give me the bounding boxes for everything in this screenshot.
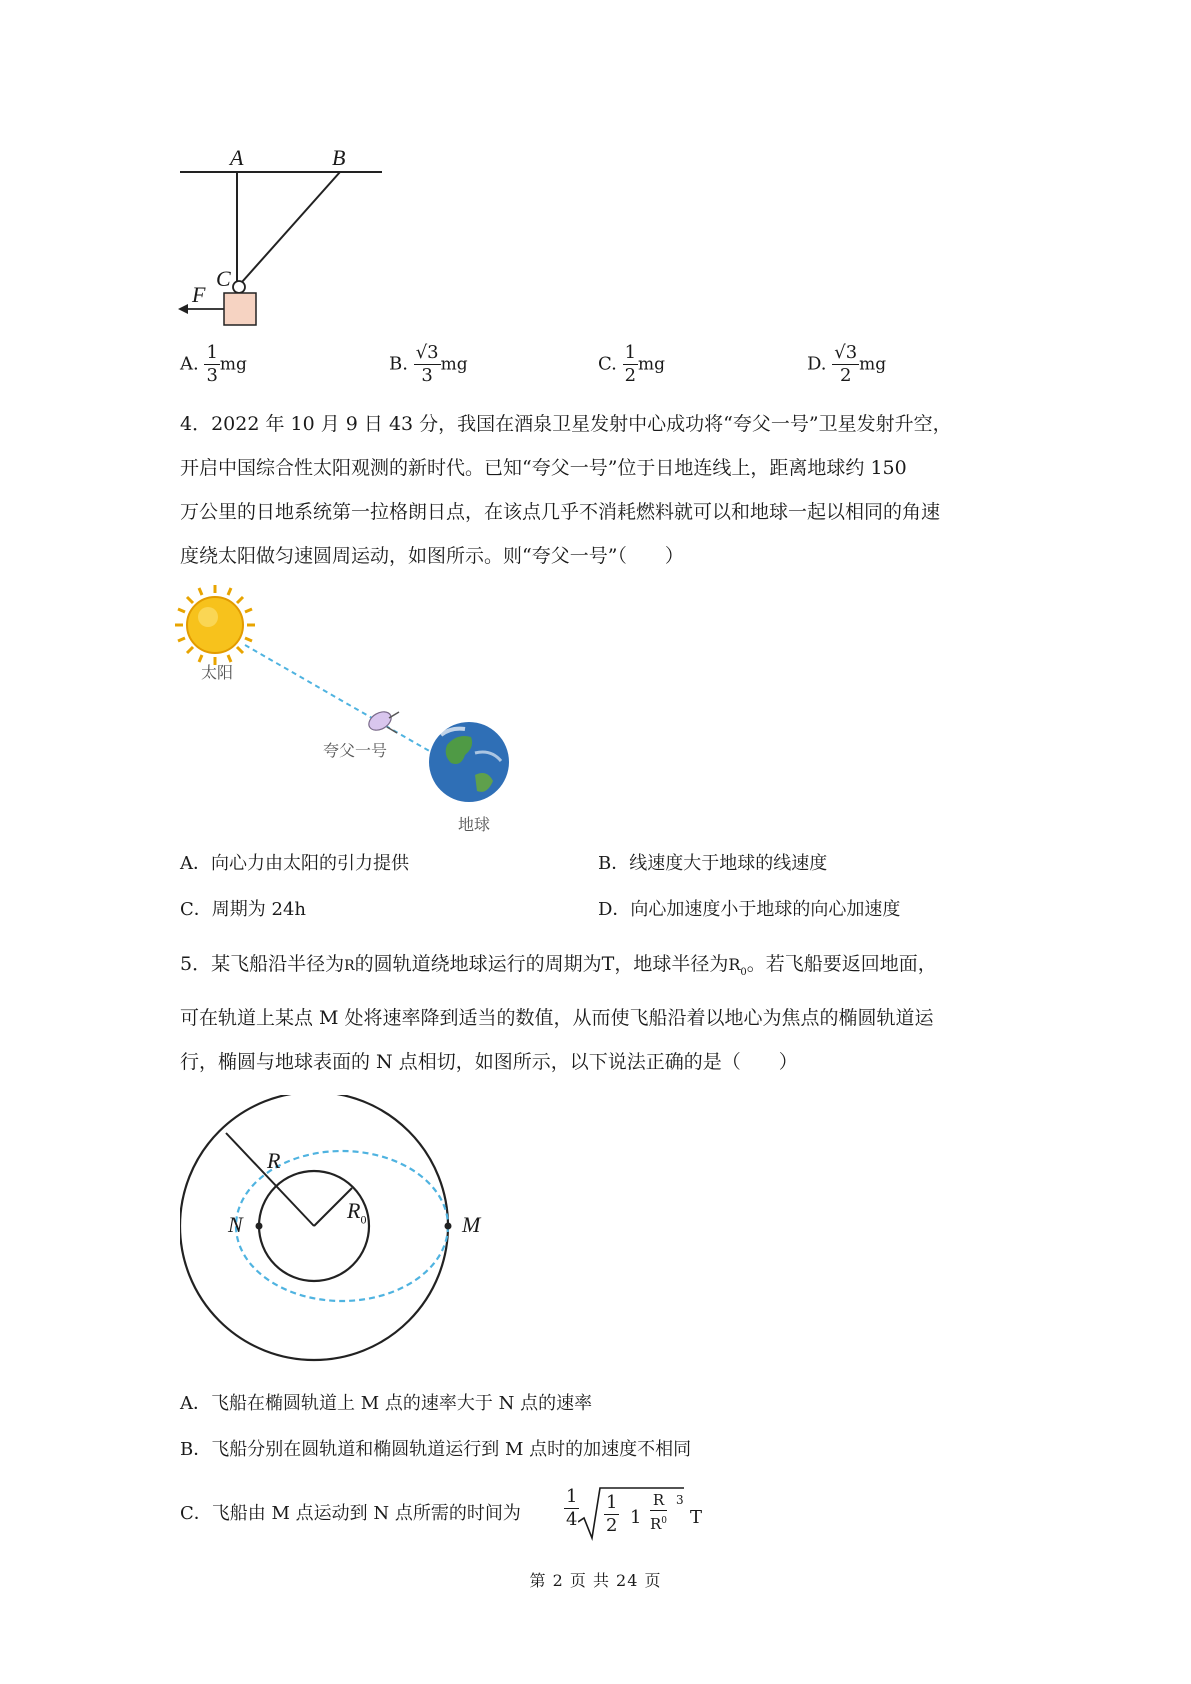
q3-option-a[interactable]: A. $\frac{1}{3}$ mg (180, 342, 247, 386)
probe-label: 夸父一号 (323, 741, 388, 760)
q4-option-c[interactable]: C．周期为 24h (180, 899, 306, 920)
circular-orbit (180, 1095, 448, 1360)
q4-line-3: 万公里的日地系统第一拉格朗日点，在该点几乎不消耗燃料就可以和地球一起以相同的角速 (180, 501, 941, 523)
q5-line-1: 5．某飞船沿半径为R的圆轨道绕地球运行的周期为T，地球半径为$R_0$。若飞船要返回地面， (180, 953, 937, 978)
q4-option-d[interactable]: D．向心加速度小于地球的向心加速度 (598, 899, 901, 920)
earth-icon (429, 722, 509, 802)
rod-bc (242, 172, 340, 282)
label-c: C (216, 266, 231, 291)
sun-icon (175, 585, 255, 665)
point-n (256, 1223, 263, 1230)
page-footer: 第 2 页 共 24 页 (529, 1571, 662, 1590)
label-f: F (192, 282, 206, 307)
q5-line-3: 行，椭圆与地球表面的 N 点相切，如图所示，以下说法正确的是（ ） (180, 1051, 798, 1073)
q5-option-a[interactable]: A．飞船在椭圆轨道上 M 点的速率大于 N 点的速率 (180, 1393, 593, 1414)
fig-label-n: N (228, 1212, 243, 1237)
fig-label-r: R (267, 1148, 281, 1173)
orbit-figure (180, 1095, 480, 1375)
q5-line-2: 可在轨道上某点 M 处将速率降到适当的数值，从而使飞船沿着以地心为焦点的椭圆轨道运 (180, 1007, 934, 1029)
fraction: $\frac{√3}{3}$ (415, 342, 439, 386)
q4-line-2: 开启中国综合性太阳观测的新时代。已知“夸父一号”位于日地连线上，距离地球约 150 (180, 457, 907, 479)
q4-option-b[interactable]: B．线速度大于地球的线速度 (598, 853, 828, 874)
sun-earth-figure (175, 585, 535, 825)
q4-option-a[interactable]: A．向心力由太阳的引力提供 (180, 853, 409, 874)
fraction: $\frac{1}{3}$ (206, 342, 218, 386)
sun-label: 太阳 (201, 663, 234, 682)
fraction: $\frac{1}{2}$ (624, 342, 637, 386)
block (224, 293, 256, 325)
fig-label-r0: $R_0$ (347, 1198, 367, 1227)
q4-line-4: 度绕太阳做匀速圆周运动，如图所示。则“夸父一号”（ ） (180, 545, 684, 567)
point-m (445, 1223, 452, 1230)
q5-option-c[interactable]: C．飞船由 M 点运动到 N 点所需的时间为 $\frac{1}{4}$ $\frac{1}{2}$ 1 $\frac{R}{R^0}$ 3 T (180, 1486, 740, 1546)
label-b: B (332, 145, 346, 170)
q5-option-b[interactable]: B．飞船分别在圆轨道和椭圆轨道运行到 M 点时的加速度不相同 (180, 1439, 692, 1460)
q3-option-b[interactable]: B. $\frac{√3}{3}$ mg (389, 342, 468, 386)
fraction: $\frac{√3}{2}$ (834, 342, 858, 386)
q4-line-1: 4．2022 年 10 月 9 日 43 分，我国在酒泉卫星发射中心成功将“夸父一号”卫星发射升空， (180, 413, 952, 435)
earth-label: 地球 (458, 815, 491, 834)
fig-label-m: M (462, 1212, 481, 1237)
label-a: A (230, 145, 244, 170)
q3-option-d[interactable]: D. $\frac{√3}{2}$ mg (807, 342, 887, 386)
arrow-head-icon (178, 304, 188, 314)
pulley-c (233, 281, 245, 293)
rope-rod-figure (170, 140, 390, 340)
q3-option-c[interactable]: C. $\frac{1}{2}$ mg (598, 342, 666, 386)
